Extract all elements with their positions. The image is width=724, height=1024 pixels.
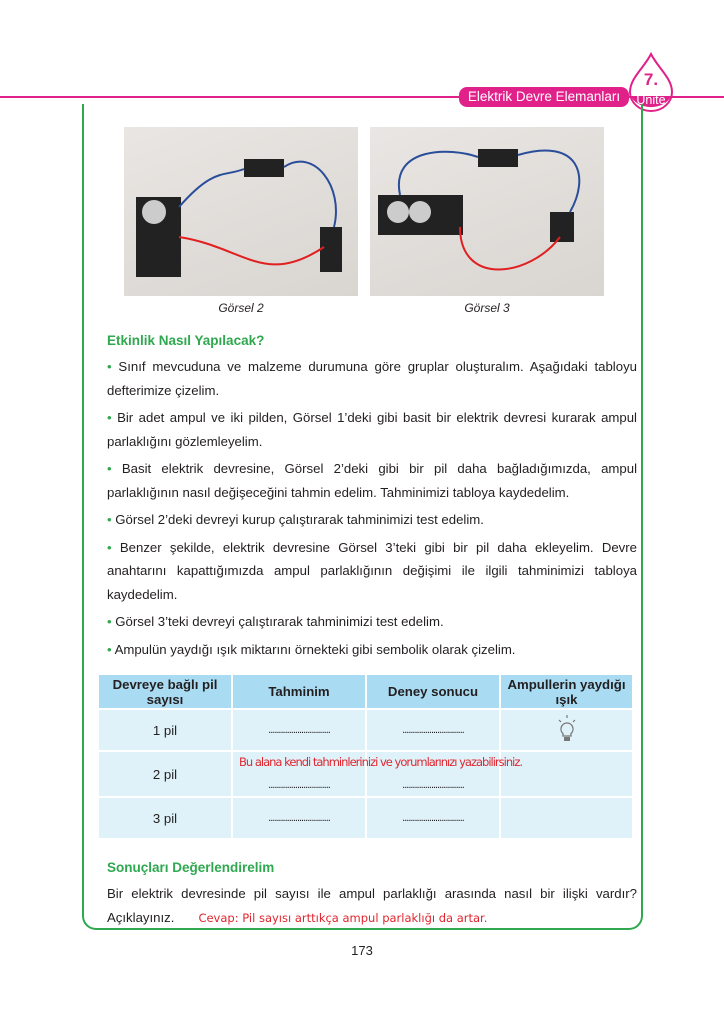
activity-heading: Etkinlik Nasıl Yapılacak?: [107, 333, 265, 348]
unit-label: Ünite: [636, 93, 666, 107]
row-label: 2 pil: [98, 751, 232, 797]
results-table: [97, 673, 634, 840]
column-header: Ampullerin yaydığı ışık: [500, 674, 633, 709]
result-cell[interactable]: ..............................: [366, 709, 500, 751]
bullet-text: Benzer şekilde, elektrik devresine Görsel 3’teki gibi bir pil daha ekleyelim. Devre anahtarını kapattığımızda ampul parlaklığının değişimi ile ilgili tahminimizi tabloya kaydedelim.: [107, 539, 638, 602]
caption-gorsel-3: Görsel 3: [464, 301, 510, 315]
page-number: 173: [351, 943, 373, 958]
results-heading: Sonuçları Değerlendirelim: [107, 860, 275, 875]
bullet-text: Görsel 3’teki devreyi çalıştırarak tahminimizi test edelim.: [115, 614, 444, 629]
unit-badge: [626, 52, 676, 112]
table-header-row: [98, 674, 633, 709]
bullet-1: • Sınıf mevcuduna ve malzeme durumuna göre gruplar oluşturalım. Aşağıdaki tabloyu defterimize çizelim.: [107, 359, 637, 398]
table-row: [98, 797, 633, 839]
light-cell: [500, 709, 633, 751]
guess-cell[interactable]: [232, 751, 523, 797]
caption-gorsel-2: Görsel 2: [218, 301, 264, 315]
guess-cell[interactable]: ..............................: [232, 709, 366, 751]
column-header: Deney sonucu: [366, 674, 500, 709]
guess-cell[interactable]: ..............................: [232, 797, 366, 839]
bullet-text: Bir adet ampul ve iki pilden, Görsel 1’deki gibi basit bir elektrik devresi kurarak ampul parlaklığını gözlemleyelim.: [107, 410, 637, 449]
row-label: 1 pil: [98, 709, 232, 751]
bullet-text: Görsel 2’deki devreyi kurup çalıştırarak tahminimizi test edelim.: [115, 512, 484, 527]
light-cell[interactable]: [500, 797, 633, 839]
bullet-text: Ampulün yaydığı ışık miktarını örnekteki gibi sembolik olarak çizelim.: [114, 641, 516, 657]
bullet-6: • Görsel 3’teki devreyi çalıştırarak tahminimizi test edelim.: [107, 614, 444, 629]
bullet-2: • Bir adet ampul ve iki pilden, Görsel 1’deki gibi basit bir elektrik devresi kurarak ampul parlaklığını gözlemleyelim.: [107, 410, 637, 449]
circuit-photo-3: [370, 127, 604, 296]
answer-text: Cevap: Pil sayısı arttıkça ampul parlaklığı da artar.: [198, 910, 488, 925]
table-note: Bu alana kendi tahminlerinizi ve yorumlarınızı yazabilirsiniz.: [239, 755, 523, 769]
chapter-title: Elektrik Devre Elemanları: [459, 87, 629, 107]
content-flow: [97, 333, 637, 929]
bullet-7: • Ampulün yaydığı ışık miktarını örnekteki gibi sembolik olarak çizelim.: [107, 641, 516, 657]
unit-number: 7.: [643, 70, 659, 89]
bullet-5: • Benzer şekilde, elektrik devresine Görsel 3’teki gibi bir pil daha ekleyelim. Devre anahtarını kapattığımızda ampul parlaklığının değişimi ile ilgili tahminimizi tabloya kaydedelim.: [107, 539, 638, 602]
table-row: [98, 709, 633, 751]
table-row: [98, 751, 633, 797]
results-question: Bir elektrik devresinde pil sayısı ile ampul parlaklığı arasında nasıl bir ilişki vardır? Açıklayınız.: [107, 886, 637, 925]
bullet-text: Basit elektrik devresine, Görsel 2’deki gibi bir pil daha bağladığımızda, ampul parlaklığının nasıl değişeceğini tahmin edelim. Tahminimizi tabloya kaydedelim.: [107, 461, 638, 500]
row-label: 3 pil: [98, 797, 232, 839]
bullet-3: • Basit elektrik devresine, Görsel 2’deki gibi bir pil daha bağladığımızda, ampul parlaklığının nasıl değişeceğini tahmin edelim. Tahminimizi tabloya kaydedelim.: [107, 461, 638, 500]
bullet-4: • Görsel 2’deki devreyi kurup çalıştırarak tahminimizi test edelim.: [107, 512, 484, 527]
light-bulb-icon: [555, 714, 579, 744]
guess-dots: ..............................: [268, 779, 330, 791]
column-header: Tahminim: [232, 674, 366, 709]
circuit-photo-2: [124, 127, 358, 296]
bullet-text: Sınıf mevcuduna ve malzeme durumuna göre gruplar oluşturalım. Aşağıdaki tabloyu defterimize çizelim.: [107, 359, 637, 398]
column-header: Devreye bağlı pil sayısı: [98, 674, 232, 709]
result-cell[interactable]: ..............................: [366, 751, 500, 797]
results-paragraph: [107, 882, 637, 929]
result-cell[interactable]: ..............................: [366, 797, 500, 839]
